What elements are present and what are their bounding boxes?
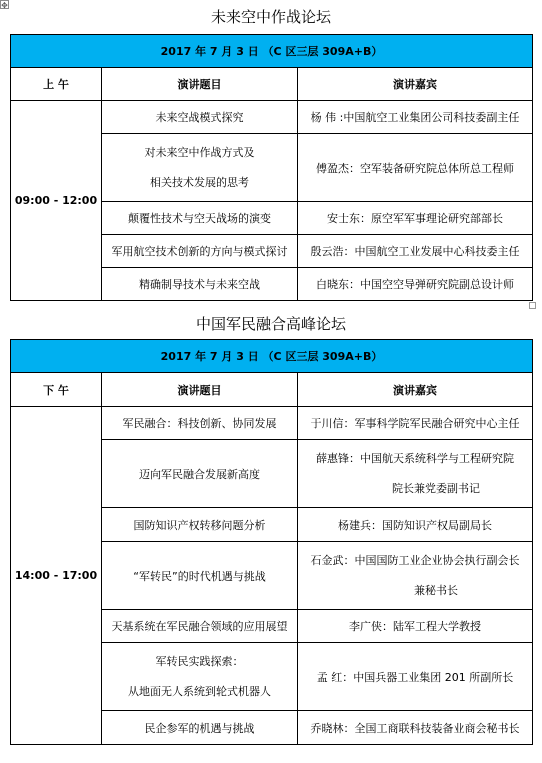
- talk-topic: 民企参军的机遇与挑战: [102, 711, 298, 745]
- talk-speaker: 薛惠锋：中国航天系统科学与工程研究院 院长兼党委副书记: [298, 440, 533, 508]
- talk-speaker: 石金武：中国国防工业企业协会执行副会长 兼秘书长: [298, 542, 533, 610]
- talk-speaker: 安士东：原空军军事理论研究部部长: [298, 202, 533, 235]
- talk-topic: 精确制导技术与未来空战: [102, 268, 298, 301]
- talk-topic: 迈向军民融合发展新高度: [102, 440, 298, 508]
- talk-speaker: 白晓东：中国空空导弹研究院副总设计师: [298, 268, 533, 301]
- forum1-title: 未来空中作战论坛: [210, 8, 331, 26]
- talk-speaker: 傅盈杰：空军装备研究院总体所总工程师: [298, 134, 533, 202]
- talk-speaker: 杨 伟 :中国航空工业集团公司科技委副主任: [298, 101, 533, 134]
- talk-speaker: 李广侠：陆军工程大学教授: [298, 610, 533, 643]
- table-row: [11, 407, 533, 440]
- talk-speaker: 杨建兵：国防知识产权局副局长: [298, 508, 533, 542]
- forum2-date-header: 2017 年 7 月 3 日 （C 区三层 309A+B）: [11, 340, 533, 373]
- talk-topic: 颠覆性技术与空天战场的演变: [102, 202, 298, 235]
- forum1-speaker-column-header: 演讲嘉宾: [298, 68, 533, 101]
- talk-topic: 国防知识产权转移问题分析: [102, 508, 298, 542]
- talk-topic: 未来空战模式探究: [102, 101, 298, 134]
- talk-topic: 对未来空中作战方式及 相关技术发展的思考: [102, 134, 298, 202]
- forum1-topic-column-header: 演讲题目: [102, 68, 298, 101]
- talk-speaker: 孟 红：中国兵器工业集团 201 所副所长: [298, 643, 533, 711]
- forum2-title: 中国军民融合高峰论坛: [195, 315, 346, 333]
- talk-topic: 天基系统在军民融合领域的应用展望: [102, 610, 298, 643]
- talk-speaker: 乔晓林：全国工商联科技装备业商会秘书长: [298, 711, 533, 745]
- talk-topic: 军转民实践探索： 从地面无人系统到轮式机器人: [102, 643, 298, 711]
- forum1-period-header: 上 午: [11, 68, 102, 101]
- forum2-topic-column-header: 演讲题目: [102, 373, 298, 407]
- forum2-speaker-column-header: 演讲嘉宾: [298, 373, 533, 407]
- forum1-date-header: 2017 年 7 月 3 日 （C 区三层 309A+B）: [11, 35, 533, 68]
- talk-speaker: 于川信：军事科学院军民融合研究中心主任: [298, 407, 533, 440]
- forum2-period-header: 下 午: [11, 373, 102, 407]
- talk-topic: 军民融合：科技创新、协同发展: [102, 407, 298, 440]
- forum2-schedule-table: [10, 339, 533, 745]
- forum1-time-slot: 09:00 - 12:00: [11, 101, 102, 301]
- talk-topic: “军转民”的时代机遇与挑战: [102, 542, 298, 610]
- forum2-time-slot: 14:00 - 17:00: [11, 407, 102, 745]
- talk-speaker: 殷云浩：中国航空工业发展中心科技委主任: [298, 235, 533, 268]
- table-row: [11, 101, 533, 134]
- table-resize-handle[interactable]: [529, 302, 536, 309]
- forum1-schedule-table: [10, 34, 533, 301]
- table-move-handle-icon[interactable]: ✥: [1, 1, 8, 10]
- talk-topic: 军用航空技术创新的方向与模式探讨: [102, 235, 298, 268]
